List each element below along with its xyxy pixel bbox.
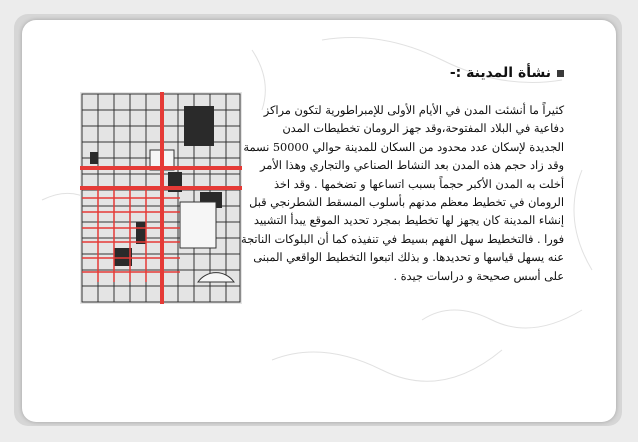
body-paragraph xyxy=(241,102,564,286)
paragraph-line: الجديدة لإسكان عدد محدود من السكان للمدينة حوالي 50000 نسمة xyxy=(243,140,564,154)
heading-text: نشأة المدينة :- xyxy=(449,65,551,81)
paragraph-line: دفاعية في البلاد المفتوحة،وقد جهز الرومان تخطيطات المدن xyxy=(282,122,564,136)
slide-heading xyxy=(450,65,564,81)
paragraph-line: الرومان في تخطيط معظم مدنهم بأسلوب المسقط الشطرنجي قبل xyxy=(249,196,564,210)
bullet-square-icon xyxy=(557,70,564,77)
paragraph-line: عنه يسهل قياسها و تحديدها. و بذلك اتبعوا التخطيط الواقعي المبنى xyxy=(253,251,564,265)
paragraph-line: إنشاء المدينة كان يجهز لها تخطيط بمجرد تحديد الموقع يبدأ التشييد xyxy=(253,214,564,228)
paragraph-line: أخلت به المدن الأكبر حجماً بسبب اتساعها و تضخمها . وقد اخذ xyxy=(273,177,564,191)
paragraph-line: فورا . فالتخطيط سهل الفهم بسيط في تنفيذه كما أن البلوكات الناتجة xyxy=(241,232,564,246)
paragraph-line: على أسس صحيحة و دراسات جيدة . xyxy=(393,269,564,283)
paragraph-line: كثيراً ما أنشئت المدن في الأيام الأولى للإمبراطورية لتكون مراكز xyxy=(263,104,564,117)
paragraph-line: وقد زاد حجم هذه المدن بعد النشاط الصناعي والتجاري وهذا الأمر xyxy=(260,159,564,173)
roman-city-grid-plan-figure xyxy=(80,92,242,304)
slide xyxy=(22,20,616,422)
